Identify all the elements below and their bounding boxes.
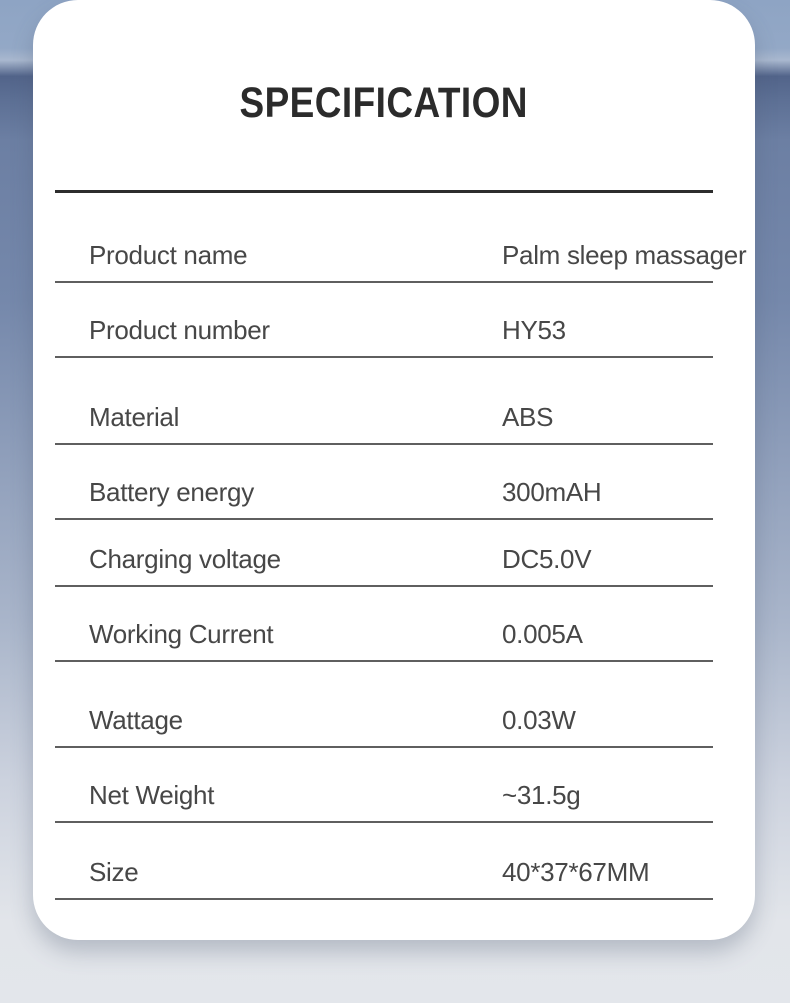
spec-value: 0.03W: [502, 705, 576, 735]
table-row: [55, 520, 713, 587]
spec-value: 300mAH: [502, 477, 602, 507]
spec-value: Palm sleep massager: [502, 240, 747, 270]
spec-value: HY53: [502, 315, 566, 345]
card-header: [55, 0, 713, 193]
spec-value: ~31.5g: [502, 780, 581, 810]
table-row: [55, 823, 713, 900]
spec-table: [55, 193, 747, 900]
spec-label: Product number: [89, 315, 270, 345]
spec-label: Working Current: [89, 619, 274, 649]
table-row: [55, 662, 713, 748]
table-row: [55, 587, 713, 662]
table-row: [55, 445, 713, 520]
spec-label: Charging voltage: [89, 544, 281, 574]
table-row: [55, 358, 713, 445]
spec-value: 40*37*67MM: [502, 857, 650, 887]
spec-label: Wattage: [89, 705, 183, 735]
page-title: SPECIFICATION: [239, 78, 529, 127]
spec-label: Net Weight: [89, 780, 215, 810]
spec-label: Product name: [89, 240, 248, 270]
table-row: [55, 748, 713, 823]
specification-card: [33, 0, 755, 940]
spec-value: ABS: [502, 402, 554, 432]
spec-value: DC5.0V: [502, 544, 592, 574]
spec-label: Material: [89, 402, 180, 432]
spec-label: Battery energy: [89, 477, 254, 507]
spec-label: Size: [89, 857, 139, 887]
table-row: [55, 283, 713, 358]
spec-value: 0.005A: [502, 619, 583, 649]
table-row: [55, 193, 747, 283]
